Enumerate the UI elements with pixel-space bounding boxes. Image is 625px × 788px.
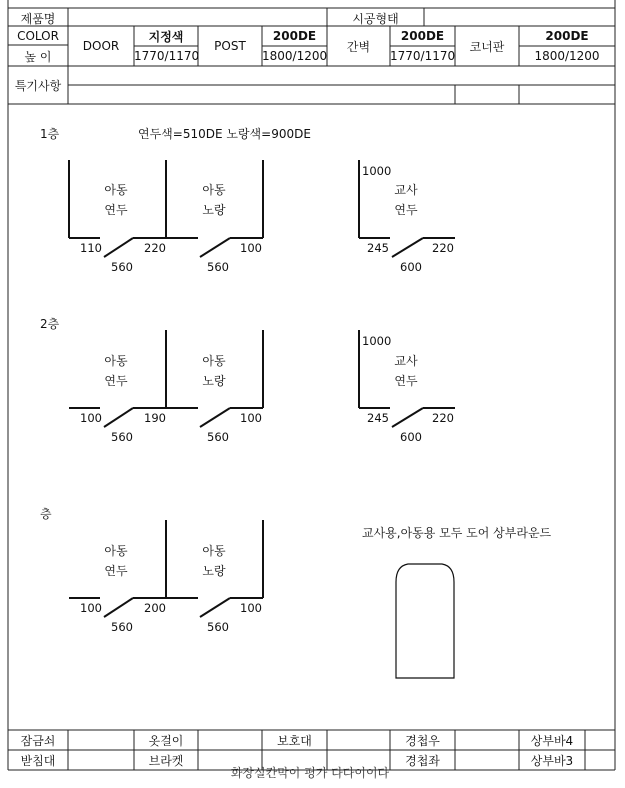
f1-stall3-left-dim: 245	[367, 241, 389, 255]
product-name-label: 제품명	[20, 12, 56, 26]
f2-stall2-line1: 아동	[202, 354, 226, 368]
f2-stall2-right-dim: 100	[240, 411, 262, 425]
bracket-label: 브라켓	[148, 754, 184, 768]
f3-stall1-line1: 아동	[104, 544, 128, 558]
bottom-note: 화장실칸막이 평가 다다이이다	[230, 766, 390, 780]
f2-stall3-line1: 교사	[394, 354, 418, 368]
f1-stall1-line1: 아동	[104, 183, 128, 197]
f1-stall2-line2: 노랑	[202, 203, 226, 217]
lock-label: 잠금쇠	[20, 734, 56, 748]
f1-stall3-line1: 교사	[394, 183, 418, 197]
f1-stall2-bottom-dim: 560	[207, 260, 229, 274]
f2-stall1-right-dim: 190	[144, 411, 166, 425]
f3-stall1-line2: 연두	[104, 564, 128, 578]
f1-stall1-right-dim: 220	[144, 241, 166, 255]
f2-stall1-line1: 아동	[104, 354, 128, 368]
guard-label: 보호대	[277, 734, 312, 748]
floor2-label: 2층	[40, 317, 60, 331]
hinge-right-label: 경첩우	[405, 734, 440, 748]
f1-stall3-top-dim: 1000	[362, 164, 392, 178]
top-bar3-label: 상부바3	[530, 754, 574, 768]
hinge-left-label: 경첩좌	[405, 754, 440, 768]
f3-stall2-line2: 노랑	[202, 564, 226, 578]
door-label: DOOR	[82, 39, 120, 53]
f1-stall2-right-dim: 100	[240, 241, 262, 255]
f3-stall1-bottom-dim: 560	[111, 620, 133, 634]
post-color: 200DE	[272, 29, 317, 43]
support-label: 받침대	[20, 754, 56, 768]
f1-stall1-line2: 연두	[104, 203, 128, 217]
f3-stall2-bottom-dim: 560	[207, 620, 229, 634]
f2-stall3-bottom-dim: 600	[400, 430, 422, 444]
f2-stall2-line2: 노랑	[202, 374, 226, 388]
height-label: 높 이	[24, 50, 52, 64]
f3-stall1-right-dim: 200	[144, 601, 166, 615]
partition-label: 간벽	[346, 40, 371, 54]
color-label: COLOR	[17, 29, 59, 43]
f3-stall2-right-dim: 100	[240, 601, 262, 615]
f1-stall3-bottom-dim: 600	[400, 260, 422, 274]
f2-stall1-line2: 연두	[104, 374, 128, 388]
f2-stall3-top-dim: 1000	[362, 334, 392, 348]
special-notes-label: 특기사항	[14, 79, 62, 93]
corner-color: 200DE	[545, 29, 589, 43]
f1-stall3-right-dim: 220	[432, 241, 454, 255]
f1-stall2-line1: 아동	[202, 183, 226, 197]
door-size: 1770/1170	[134, 49, 200, 63]
f2-stall3-left-dim: 245	[367, 411, 389, 425]
f2-stall1-bottom-dim: 560	[111, 430, 133, 444]
hanger-label: 옷걸이	[148, 734, 184, 748]
corner-label: 코너판	[469, 40, 505, 54]
floor1-label: 1층	[40, 127, 60, 141]
corner-size: 1800/1200	[534, 49, 600, 63]
f2-stall3-right-dim: 220	[432, 411, 454, 425]
f2-stall3-line2: 연두	[394, 374, 418, 388]
top-bar4-label: 상부바4	[530, 734, 574, 748]
f3-stall1-left-dim: 100	[80, 601, 102, 615]
floor3-label: 층	[40, 507, 52, 521]
f2-stall1-left-dim: 100	[80, 411, 102, 425]
partition-color: 200DE	[400, 29, 445, 43]
f2-stall2-bottom-dim: 560	[207, 430, 229, 444]
partition-size: 1770/1170	[390, 49, 456, 63]
f1-stall1-left-dim: 110	[80, 241, 102, 255]
post-size: 1800/1200	[262, 49, 328, 63]
rounded-door-shape	[396, 564, 454, 678]
floor1-color-note: 연두색=510DE 노랑색=900DE	[138, 127, 311, 141]
door-color: 지정색	[148, 30, 184, 44]
post-label: POST	[214, 39, 246, 53]
f1-stall3-line2: 연두	[394, 203, 418, 217]
floor3-door-note: 교사용,아동용 모두 도어 상부라운드	[362, 526, 552, 540]
f3-stall2-line1: 아동	[202, 544, 226, 558]
f1-stall1-bottom-dim: 560	[111, 260, 133, 274]
construction-type-label: 시공형태	[352, 12, 399, 26]
